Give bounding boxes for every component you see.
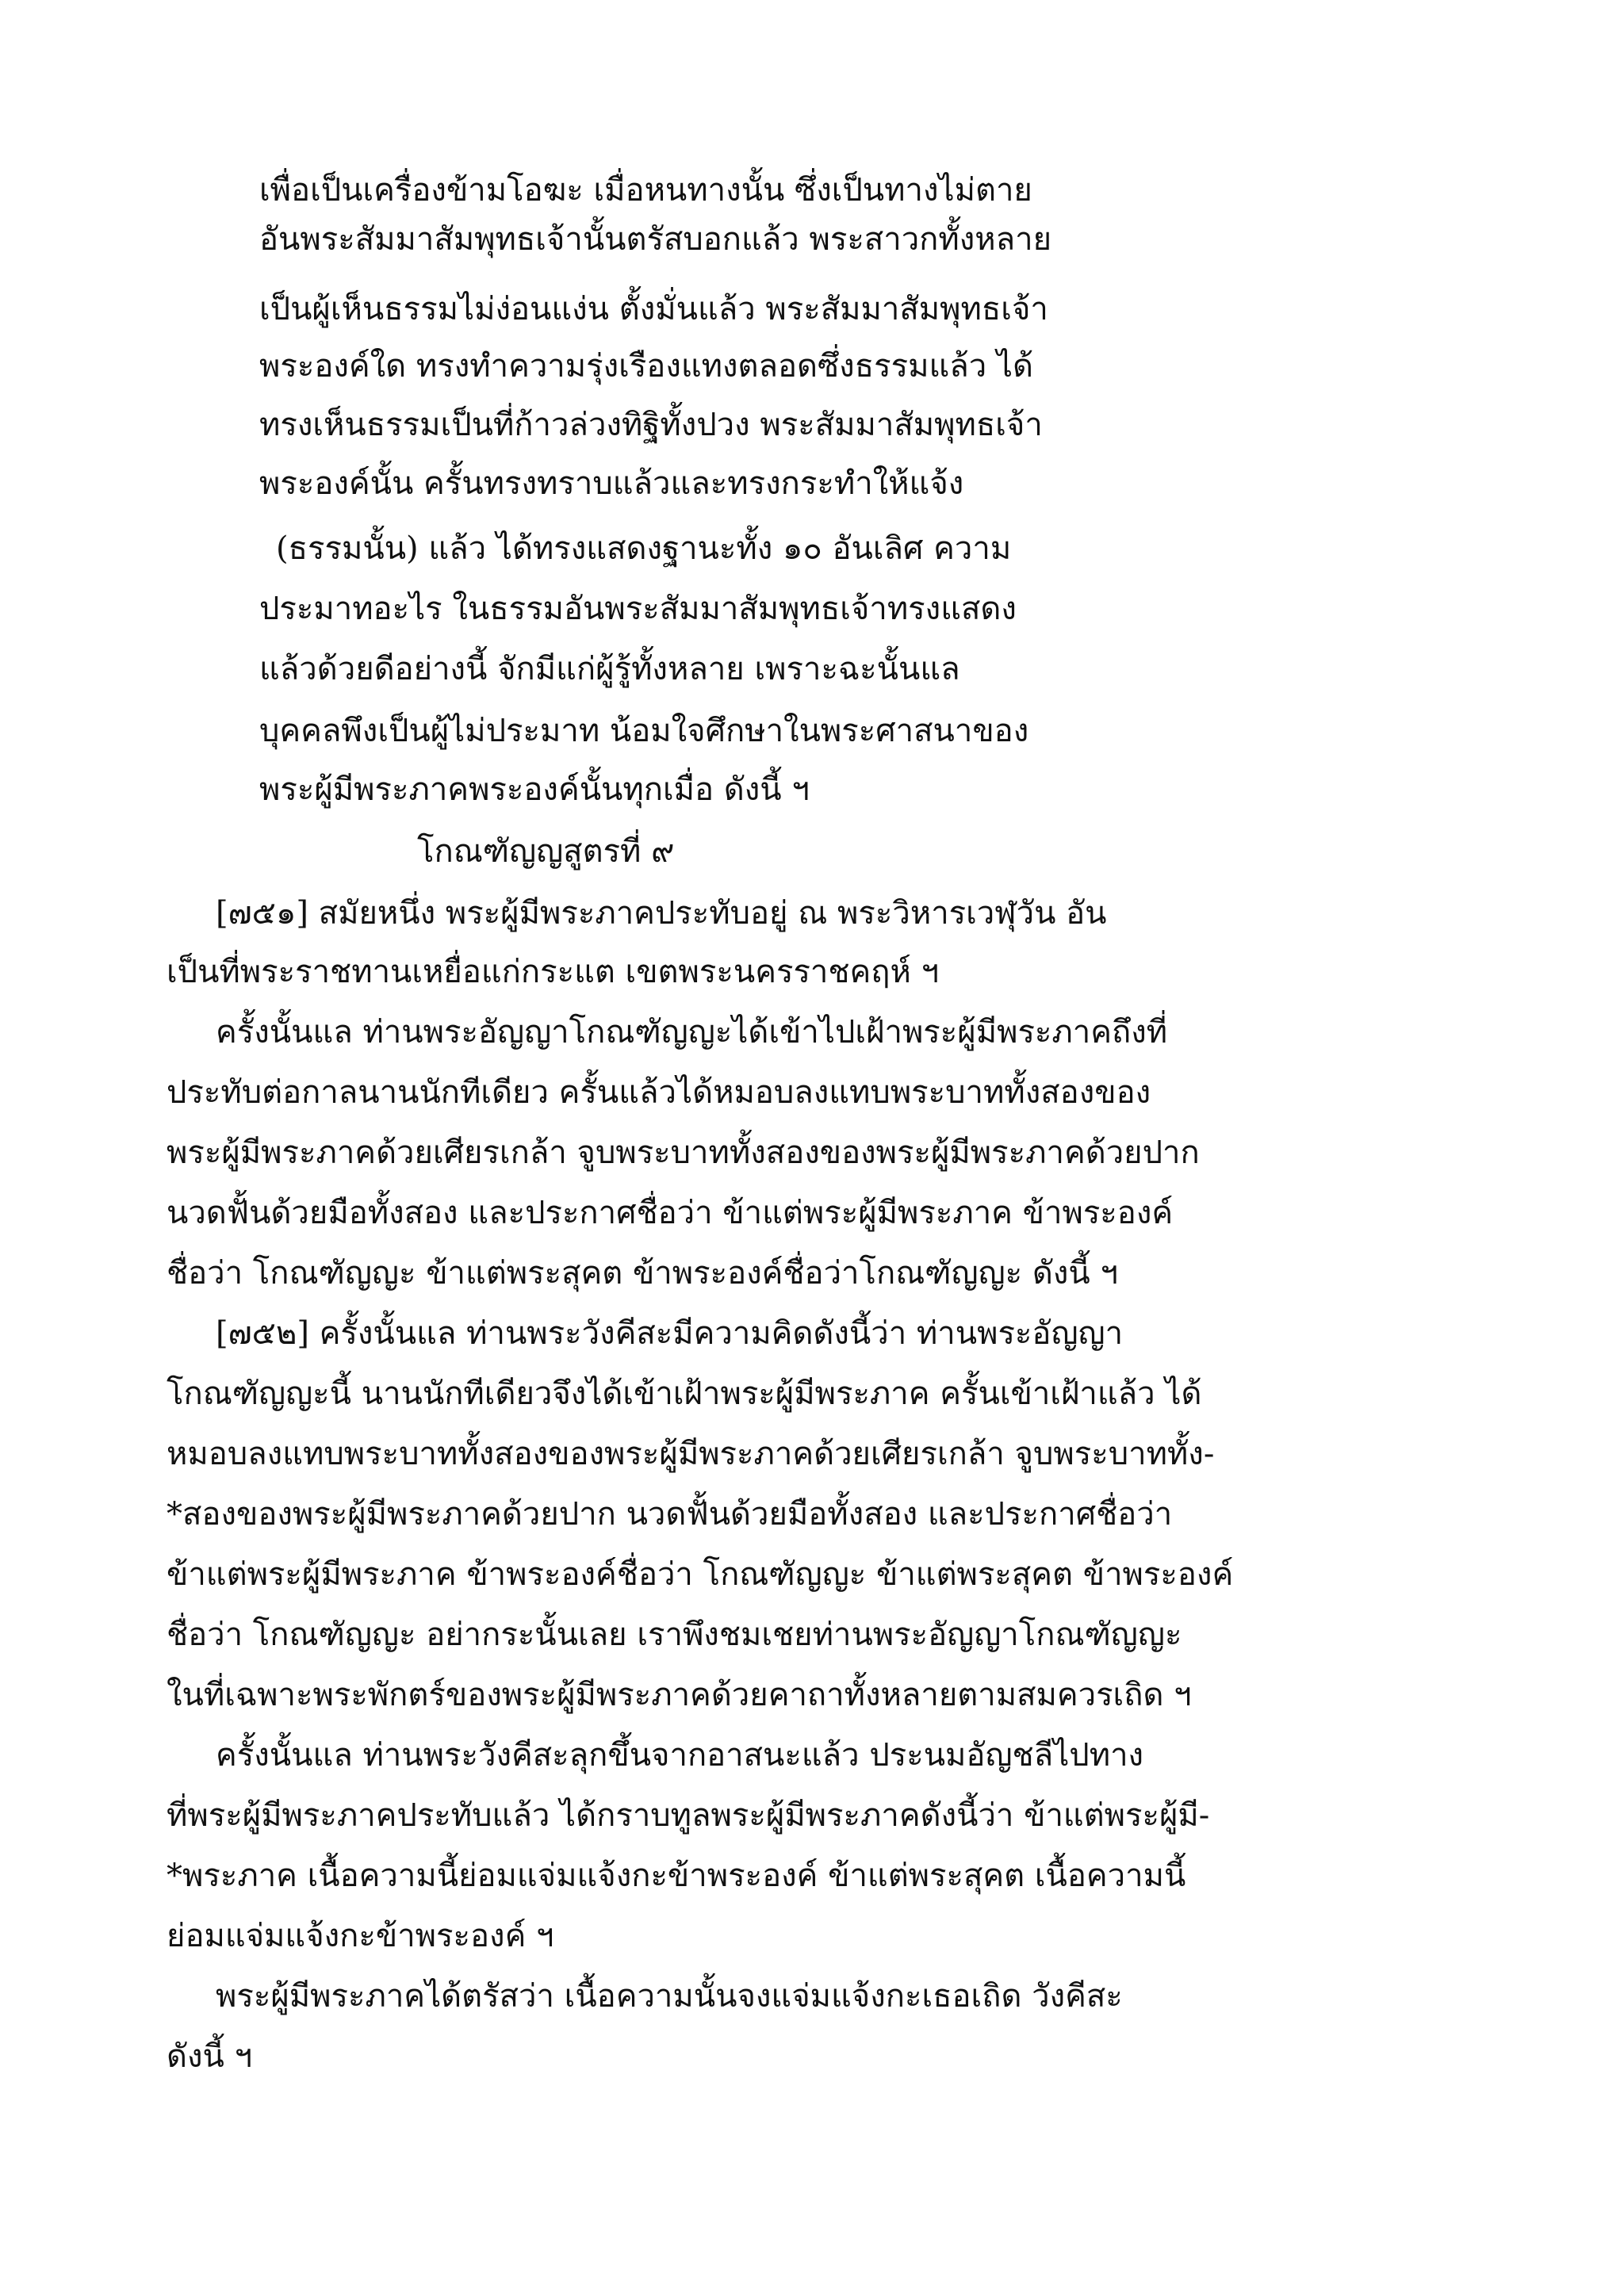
body-line: ข้าแต่พระผู้มีพระภาค ข้าพระองค์ชื่อว่า โกณฑัญญะ ข้าแต่พระสุคต ข้าพระองค์ [167, 1556, 1234, 1593]
verse-line: เป็นผู้เห็นธรรมไม่ง่อนแง่น ตั้งมั่นแล้ว พระสัมมาสัมพุทธเจ้า [259, 291, 1048, 327]
verse-line: (ธรรมนั้น) แล้ว ได้ทรงแสดงฐานะทั้ง ๑๐ อันเลิศ ความ [276, 530, 1012, 567]
body-line: ครั้งนั้นแล ท่านพระวังคีสะลุกขึ้นจากอาสนะแล้ว ประนมอัญชลีไปทาง [216, 1737, 1144, 1774]
body-line: พระผู้มีพระภาคด้วยเศียรเกล้า จูบพระบาททั้งสองของพระผู้มีพระภาคด้วยปาก [167, 1135, 1200, 1171]
verse-line: บุคคลพึงเป็นผู้ไม่ประมาท น้อมใจศึกษาในพระศาสนาของ [259, 713, 1029, 749]
verse-line: แล้วด้วยดีอย่างนี้ จักมีแก่ผู้รู้ทั้งหลาย เพราะฉะนั้นแล [259, 651, 960, 687]
body-line: ดังนี้ ฯ [167, 2038, 253, 2075]
verse-line: ประมาทอะไร ในธรรมอันพระสัมมาสัมพุทธเจ้าทรงแสดง [259, 591, 1017, 627]
body-line: *สองของพระผู้มีพระภาคด้วยปาก นวดฟั้นด้วยมือทั้งสอง และประกาศชื่อว่า [167, 1496, 1173, 1533]
body-line: นวดฟั้นด้วยมือทั้งสอง และประกาศชื่อว่า ข้าแต่พระผู้มีพระภาค ข้าพระองค์ [167, 1195, 1174, 1231]
body-line: ย่อมแจ่มแจ้งกะข้าพระองค์ ฯ [167, 1918, 554, 1954]
body-line: *พระภาค เนื้อความนี้ย่อมแจ่มแจ้งกะข้าพระองค์ ข้าแต่พระสุคต เนื้อความนี้ [167, 1858, 1186, 1894]
body-line: ประทับต่อกาลนานนักทีเดียว ครั้นแล้วได้หมอบลงแทบพระบาททั้งสองของ [167, 1074, 1151, 1111]
body-line: [๗๕๒] ครั้งนั้นแล ท่านพระวังคีสะมีความคิดดังนี้ว่า ท่านพระอัญญา [216, 1315, 1124, 1352]
body-line: ที่พระผู้มีพระภาคประทับแล้ว ได้กราบทูลพระผู้มีพระภาคดังนี้ว่า ข้าแต่พระผู้มี- [167, 1797, 1210, 1834]
body-line: ในที่เฉพาะพระพักตร์ของพระผู้มีพระภาคด้วยคาถาทั้งหลายตามสมควรเถิด ฯ [167, 1677, 1192, 1713]
verse-line: ทรงเห็นธรรมเป็นที่ก้าวล่วงทิฐิทั้งปวง พระสัมมาสัมพุทธเจ้า [259, 407, 1043, 443]
verse-line: เพื่อเป็นเครื่องข้ามโอฆะ เมื่อหนทางนั้น ซึ่งเป็นทางไม่ตาย [259, 172, 1032, 209]
body-line: เป็นที่พระราชทานเหยื่อแก่กระแต เขตพระนครราชคฤห์ ฯ [167, 954, 940, 990]
body-line: ชื่อว่า โกณฑัญญะ ข้าแต่พระสุคต ข้าพระองค์ชื่อว่าโกณฑัญญะ ดังนี้ ฯ [167, 1255, 1118, 1292]
verse-line: พระผู้มีพระภาคพระองค์นั้นทุกเมื่อ ดังนี้ ฯ [259, 771, 810, 808]
verse-line: พระองค์ใด ทรงทำความรุ่งเรืองแทงตลอดซึ่งธรรมแล้ว ได้ [259, 348, 1034, 385]
sutta-heading: โกณฑัญญสูตรที่ ๙ [417, 833, 675, 870]
verse-line: พระองค์นั้น ครั้นทรงทราบแล้วและทรงกระทำให้แจ้ง [259, 465, 964, 502]
body-line: ชื่อว่า โกณฑัญญะ อย่ากระนั้นเลย เราพึงชมเชยท่านพระอัญญาโกณฑัญญะ [167, 1617, 1182, 1653]
body-line: ครั้งนั้นแล ท่านพระอัญญาโกณฑัญญะได้เข้าไปเฝ้าพระผู้มีพระภาคถึงที่ [216, 1014, 1168, 1050]
verse-line: อันพระสัมมาสัมพุทธเจ้านั้นตรัสบอกแล้ว พระสาวกทั้งหลาย [259, 221, 1052, 258]
body-line: [๗๕๑] สมัยหนึ่ง พระผู้มีพระภาคประทับอยู่ ณ พระวิหารเวฬุวัน อัน [216, 895, 1107, 932]
body-line: พระผู้มีพระภาคได้ตรัสว่า เนื้อความนั้นจงแจ่มแจ้งกะเธอเถิด วังคีสะ [216, 1978, 1123, 2015]
body-line: หมอบลงแทบพระบาททั้งสองของพระผู้มีพระภาคด้วยเศียรเกล้า จูบพระบาททั้ง- [167, 1436, 1215, 1472]
body-line: โกณฑัญญะนี้ นานนักทีเดียวจึงได้เข้าเฝ้าพระผู้มีพระภาค ครั้นเข้าเฝ้าแล้ว ได้ [167, 1376, 1202, 1412]
